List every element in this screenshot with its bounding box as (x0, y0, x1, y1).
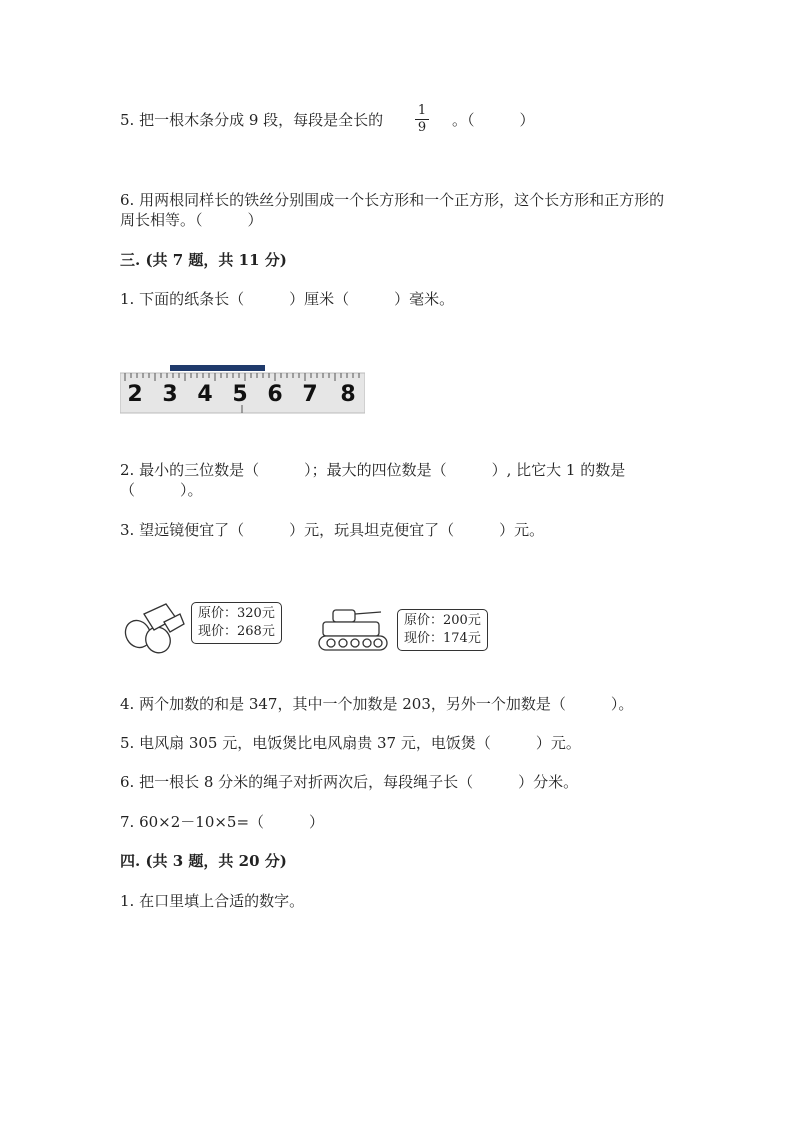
fraction-numerator: 1 (417, 103, 427, 118)
toy-tank-icon (315, 604, 391, 654)
question-5-answer-blank: 。（ ） (452, 111, 535, 129)
ruler-number: 6 (267, 382, 283, 407)
ruler-number: 3 (162, 382, 178, 407)
ruler-number: 5 (232, 382, 248, 407)
fraction-one-ninth (412, 104, 432, 135)
binoculars-icon (122, 598, 186, 654)
question-text: 6. 用两根同样长的铁丝分别围成一个长方形和一个正方形，这个长方形和正方形的周长相等。（ ） (120, 191, 665, 229)
current-price: 现价：268元 (198, 624, 275, 639)
section3-question-7: 7. 60×2－10×5=（ ） (120, 813, 325, 831)
question-5-true-false (120, 110, 383, 130)
ruler-number: 2 (127, 382, 143, 407)
section3-question-1: 1. 下面的纸条长（ ）厘米（ ）毫米。 (120, 290, 455, 308)
fraction-denominator: 9 (417, 120, 427, 135)
original-price: 原价：320元 (198, 606, 275, 621)
current-price: 现价：174元 (404, 631, 481, 646)
section3-question-4: 4. 两个加数的和是 347，其中一个加数是 203，另外一个加数是（ ）。 (120, 695, 634, 713)
section3-question-5: 5. 电风扇 305 元，电饭煲比电风扇贵 37 元，电饭煲（ ）元。 (120, 734, 581, 752)
question-6-true-false (120, 190, 665, 230)
ruler-number: 4 (197, 382, 213, 407)
section3-question-2: 2. 最小的三位数是（ ）；最大的四位数是（ ）, 比它大 1 的数是（ ）。 (120, 461, 626, 499)
paper-strip (170, 365, 265, 371)
ruler-number: 7 (302, 382, 318, 407)
section4-question-1: 1. 在口里填上合适的数字。 (120, 892, 305, 910)
binoculars-price-tag (191, 602, 282, 644)
ruler-image (120, 365, 365, 415)
section3-question-3: 3. 望远镜便宜了（ ）元，玩具坦克便宜了（ ）元。 (120, 521, 545, 539)
question-text: 5. 把一根木条分成 9 段，每段是全长的 (120, 111, 384, 129)
original-price: 原价：200元 (404, 613, 481, 628)
tank-price-tag (397, 609, 488, 651)
section3-question-6: 6. 把一根长 8 分米的绳子对折两次后，每段绳子长（ ）分米。 (120, 773, 579, 791)
section-3-header: 三. (共 7 题，共 11 分) (120, 251, 287, 269)
section-4-header: 四. (共 3 题，共 20 分) (120, 852, 287, 870)
ruler-number: 8 (340, 382, 356, 407)
